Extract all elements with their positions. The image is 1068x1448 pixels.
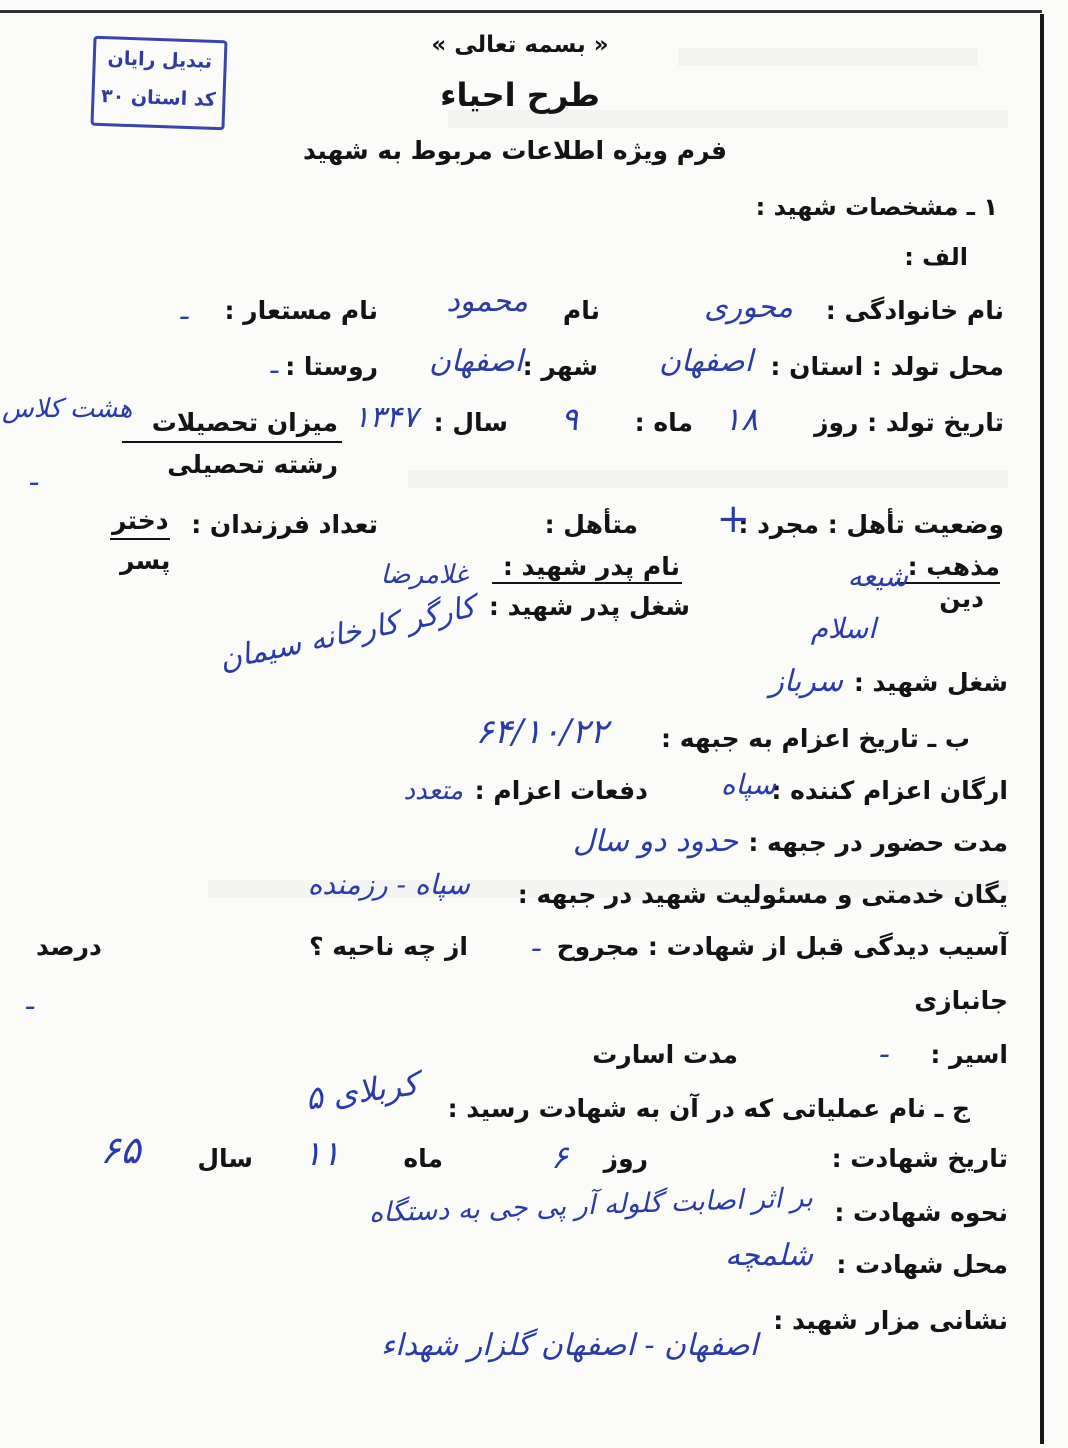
religion-label: دین [939,584,984,613]
martyrdom-month-label: ماه [403,1144,443,1173]
injury-label: آسیب دیدگی قبل از شهادت : مجروح [556,932,1008,961]
dispatch-date-value: ۶۴/۱۰/۲۲ [475,712,608,752]
birth-month-value: ۹ [560,400,578,438]
captivity-duration-label: مدت اسارت [592,1040,738,1069]
martyrdom-day-label: روز [603,1144,648,1173]
city-label: شهر : [522,352,598,381]
martyrdom-year-value: ۶۵ [100,1128,141,1172]
province-code-stamp [90,36,227,131]
dispatch-times-value: متعدد [403,776,463,806]
part-a-label: الف : [904,243,968,271]
birthdate-label: تاریخ تولد : روز [814,408,1004,437]
children-label: تعداد فرزندان : [191,510,378,539]
birth-year-label: سال : [433,408,508,437]
name-label: نام [562,296,600,325]
form-subtitle: فرم ویژه اطلاعات مربوط به شهید [302,136,728,165]
bleed-through [678,48,978,66]
operation-label: ج ـ نام عملیاتی که در آن به شهادت رسید : [447,1094,970,1123]
martyrdom-day-value: ۶ [550,1138,568,1176]
front-duration-value: حدود دو سال [572,824,738,859]
sect-label: مذهب : [907,552,1000,581]
father-name-value: غلامرضا [380,560,468,590]
education-value: هشت کلاس [2,394,133,424]
village-label: روستا : [285,352,378,381]
grave-address-value: اصفهان - اصفهان گلزار شهداء [381,1328,758,1363]
father-job-value: کارگر کارخانه سیمان [216,589,479,678]
family-name-label: نام خانوادگی : [825,296,1004,325]
birth-month-label: ماه : [634,408,693,437]
family-name-value: محوری [704,290,793,325]
stamp-line-2: کد استان ۳۰ [100,84,217,111]
stamp-line-1: تبدیل رایان [107,47,213,73]
martyrdom-month-value: ۱۱ [303,1134,340,1174]
veteran-value: ـ [26,986,34,1016]
operation-value: کربلای ۵ [302,1064,421,1118]
education-label: میزان تحصیلات [151,408,338,437]
education-underline [122,441,342,443]
martyrdom-place-value: شلمچه [725,1238,813,1273]
married-label: متأهل : [544,510,638,539]
martyrdom-manner-label: نحوه شهادت : [834,1198,1008,1227]
daughter-label: دختر [112,506,169,535]
form-title: طرح احیاء [440,76,600,114]
veteran-label: جانبازی [914,986,1008,1015]
field-of-study-value: ـ [30,462,38,492]
sect-value: شیعه [847,560,908,593]
father-name-underline [492,582,682,584]
village-value: ـ [270,350,278,380]
religion-value: اسلام [810,612,876,645]
page-edge-right [1040,14,1044,1444]
dispatching-org-label: ارگان اعزام کننده : [771,776,1008,805]
captive-label: اسیر : [930,1040,1008,1069]
front-duration-label: مدت حضور در جبهه : [748,828,1008,857]
alias-label: نام مستعار : [224,296,378,325]
birth-year-value: ۱۳۴۷ [353,400,418,435]
birth-day-value: ۱۸ [723,400,758,438]
martyrdom-year-label: سال [197,1144,253,1173]
single-mark: + [716,496,750,542]
father-job-label: شغل پدر شهید : [488,592,690,621]
alias-value: ـ [180,296,188,326]
birthplace-label: محل تولد : استان : [770,352,1004,381]
daughter-underline [110,538,170,540]
captive-value: ـ [880,1034,888,1064]
city-value: اصفهان [429,344,523,379]
service-unit-label: یگان خدمتی و مسئولیت شهید در جبهه : [517,880,1008,909]
page-edge-top [0,10,1042,13]
service-unit-value: سپاه - رزمنده [307,868,470,901]
injury-area-label: از چه ناحیه ؟ [309,932,468,961]
father-name-label: نام پدر شهید : [502,552,680,581]
section-1-heading: ۱ ـ مشخصات شهید : [755,193,998,221]
field-of-study-label: رشته تحصیلی [167,450,338,479]
martyr-job-label: شغل شهید : [853,668,1008,697]
injury-value: ـ [532,928,540,958]
marital-status-label: وضعیت تأهل : مجرد : [738,510,1004,539]
basmala: « بسمه تعالی » [431,32,609,58]
name-value: محمود [446,284,528,319]
son-label: پسر [120,546,171,575]
dispatching-org-value: سپاه [720,768,776,801]
grave-address-label: نشانی مزار شهید : [773,1306,1008,1335]
martyrdom-manner-value: بر اثر اصابت گلوله آر پی جی به دستگاه [368,1182,814,1229]
dispatch-date-label: ب ـ تاریخ اعزام به جبهه : [661,724,970,753]
dispatch-times-label: دفعات اعزام : [474,776,648,805]
province-value: اصفهان [659,344,753,379]
martyrdom-place-label: محل شهادت : [836,1250,1008,1279]
martyr-job-value: سرباز [769,664,843,699]
percent-label: درصد [36,932,102,961]
bleed-through [408,470,1008,488]
martyrdom-date-label: تاریخ شهادت : [831,1144,1008,1173]
